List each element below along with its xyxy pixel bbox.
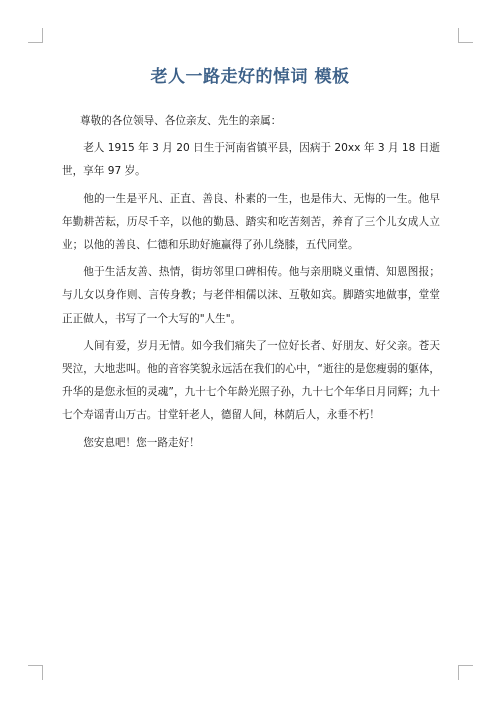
paragraph-5: 您安息吧！您一路走好！: [83, 436, 200, 449]
paragraph-2: 他的一生是平凡、正直、善良、朴素的一生，也是伟大、无悔的一生。他早年勤耕苦耘，历尽千辛，以他的勤恳、踏实和吃苦刻苦，养育了三个儿女成人立业；以他的善良、仁德和乐助好施赢得了孙儿绕膝，五代同堂。: [62, 192, 440, 252]
salutation: 尊敬的各位领导、各位亲友、先生的亲属：: [80, 115, 282, 127]
paragraph-1: 老人 1915 年 3 月 20 日生于河南省镇平县，因病于 20xx 年 3 月 18 日逝世，享年 97 岁。: [62, 142, 440, 178]
crop-mark-bottom-left: [28, 665, 43, 680]
paragraph-4: 人间有爱，岁月无情。如今我们痛失了一位好长者、好朋友、好父亲。苍天哭泣，大地悲叫。他的音容笑貌永远活在我们的心中，“逝往的是您瘦弱的躯体，升华的是您永恒的灵魂”，九十七个年龄光照子孙，九十七个年华日月同辉；九十七个寿谣青山万古。甘堂轩老人，德留人间，林荫后人，永垂不朽！: [62, 339, 440, 422]
paragraph-3: 他于生活友善、热情，街坊邻里口碑相传。他与亲朋晓义重情、知恩图报；与儿女以身作则、言传身教；与老伴相儒以沫、互敬如宾。脚踏实地做事，堂堂正正做人，书写了一个大写的"人生"。: [62, 266, 440, 325]
document-body: [62, 110, 440, 459]
crop-mark-top-left: [28, 28, 43, 43]
crop-mark-bottom-right: [458, 665, 473, 680]
document-title: 老人一路走好的悼词 模板: [150, 67, 350, 87]
crop-mark-top-right: [458, 28, 473, 43]
